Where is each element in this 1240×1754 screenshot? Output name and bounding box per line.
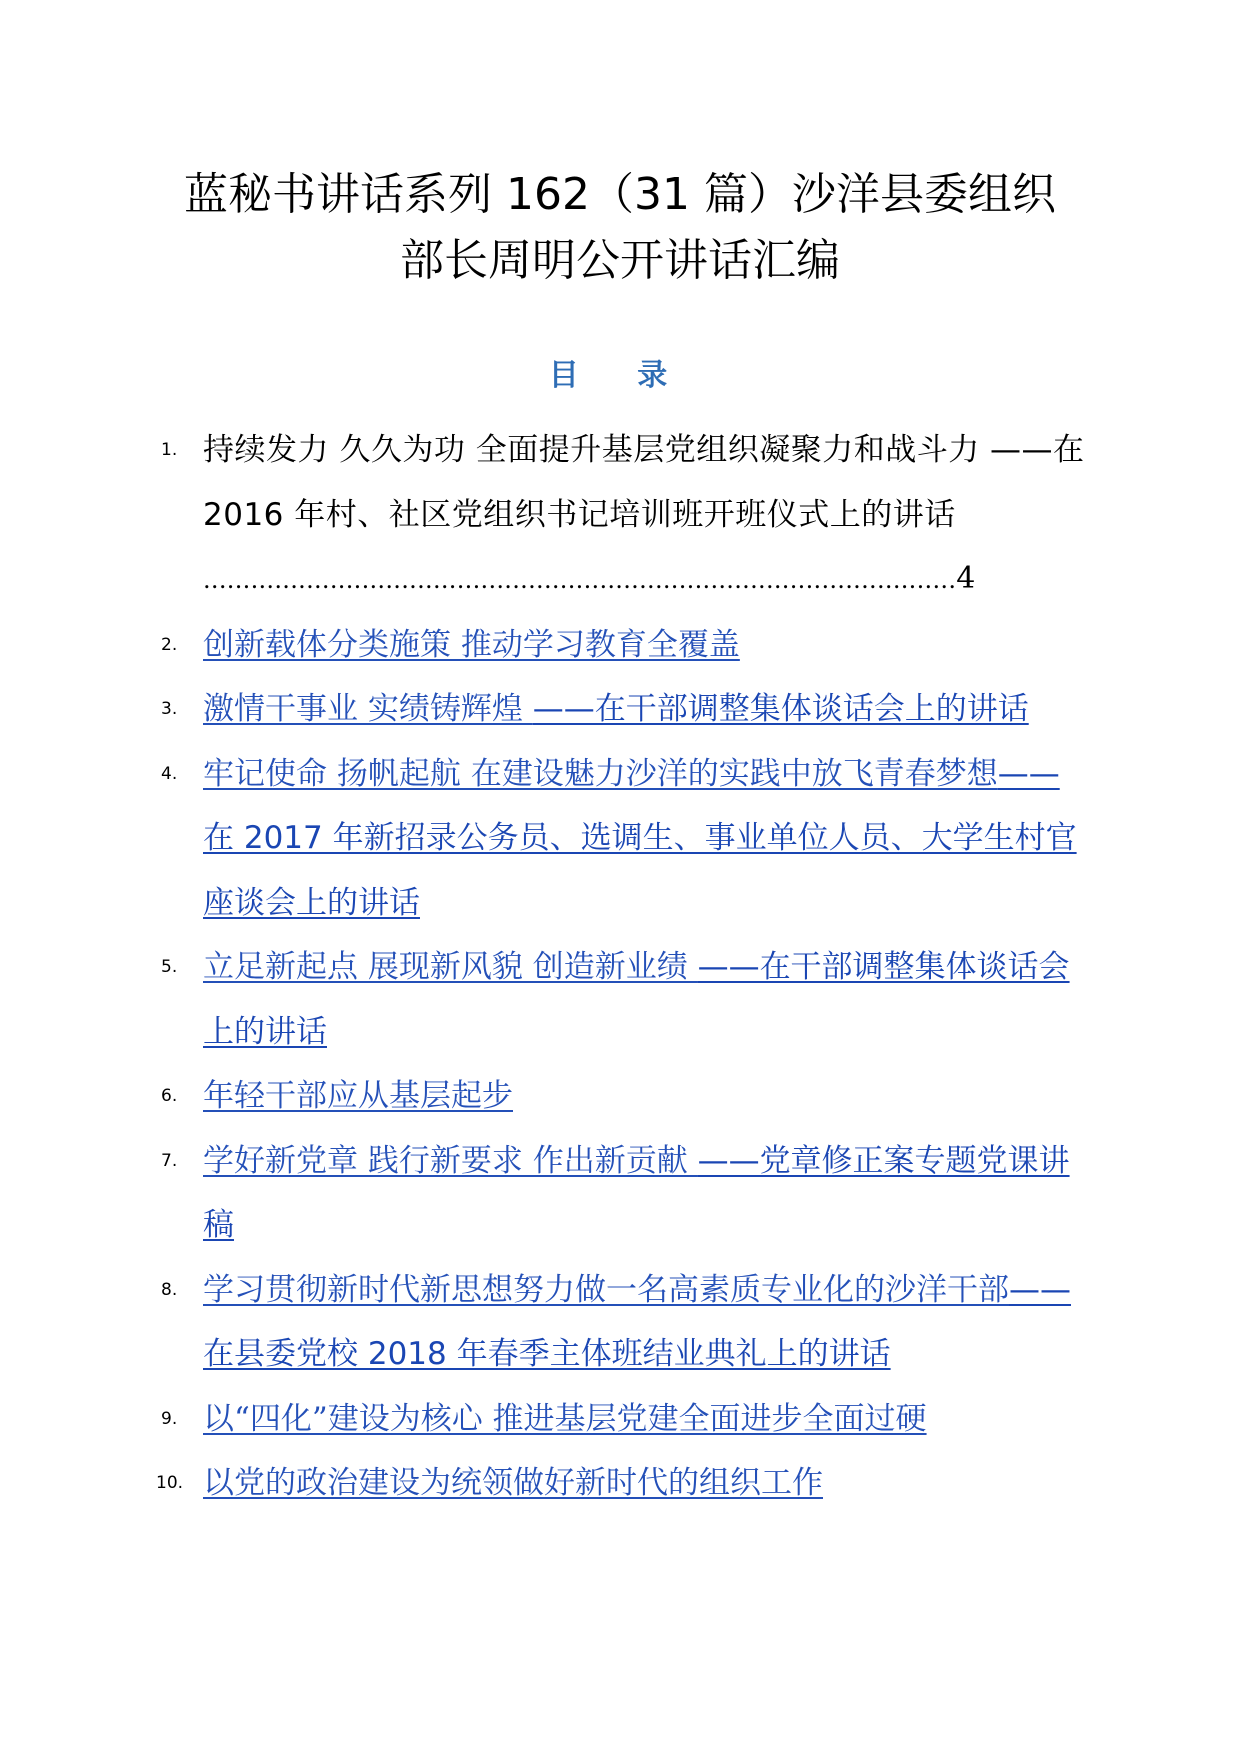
- toc-item-link-title[interactable]: 年轻干部应从基层起步: [203, 1078, 513, 1114]
- toc-item-link-subtitle[interactable]: ——在 2017 年新招录公务员、选调生、事业单位人员、大学生村官座谈会上的讲话: [203, 755, 1077, 921]
- document-title: [120, 162, 1120, 294]
- toc-item-link-subtitle[interactable]: ——在干部调整集体谈话会上的讲话: [203, 949, 1070, 1050]
- toc-item-number: 7.: [161, 1150, 178, 1171]
- toc-item-link-title[interactable]: 学习贯彻新时代新思想努力做一名高素质专业化的沙洋干部: [203, 1271, 1009, 1308]
- toc-item-10[interactable]: [0, 1451, 1089, 1516]
- toc-item-number: 8.: [161, 1279, 178, 1300]
- toc-item-number: 6.: [161, 1086, 178, 1106]
- toc-item-link-subtitle[interactable]: ——在干部调整集体谈话会上的讲话: [532, 691, 1029, 727]
- toc-item-link-title[interactable]: 以党的政治建设为统领做好新时代的组织工作: [203, 1465, 823, 1501]
- toc-item-number: 5.: [161, 957, 178, 977]
- toc-item-link-title[interactable]: 牢记使命 扬帆起航 在建设魅力沙洋的实践中放飞青春梦想: [203, 755, 998, 792]
- toc-item-title: 持续发力 久久为功 全面提升基层党组织凝聚力和战斗力 ——在 2016 年村、社区党组织书记培训班开班仪式上的讲话: [203, 432, 1085, 533]
- toc-item-link-subtitle[interactable]: ——在县委党校 2018 年春季主体班结业典礼上的讲话: [203, 1271, 1071, 1372]
- toc-item-link-title[interactable]: 创新载体分类施策 推动学习教育全覆盖: [203, 626, 740, 663]
- toc-item-1[interactable]: [0, 418, 1089, 613]
- toc-item-link-title[interactable]: 立足新起点 展现新风貌 创造新业绩: [203, 949, 698, 985]
- toc-item-link-title[interactable]: 激情干事业 实绩铸辉煌: [203, 691, 533, 727]
- toc-item-2[interactable]: [0, 613, 1089, 678]
- toc-leader-line: [203, 547, 1019, 613]
- toc-item-5[interactable]: [0, 935, 1089, 1064]
- toc-item-3[interactable]: [0, 677, 1089, 742]
- toc-leader-dots: ...............................................................................................: [203, 566, 957, 594]
- toc-heading: 目 录: [548, 358, 692, 393]
- toc-item-number: 10.: [156, 1473, 184, 1493]
- toc-item-4[interactable]: [0, 742, 1089, 936]
- toc-item-link-title[interactable]: 学好新党章 践行新要求 作出新贡献: [203, 1142, 698, 1179]
- toc-item-link-title[interactable]: 以“四化”建设为核心 推进基层党建全面进步全面过硬: [203, 1400, 927, 1437]
- toc-item-6[interactable]: [0, 1064, 1089, 1129]
- toc-item-8[interactable]: [0, 1258, 1089, 1387]
- table-of-contents: [0, 418, 1240, 1516]
- toc-item-number: 2.: [161, 634, 178, 655]
- toc-item-number: 1.: [161, 440, 178, 460]
- toc-item-7[interactable]: [0, 1129, 1089, 1258]
- toc-page-number: 4: [956, 561, 976, 596]
- toc-item-9[interactable]: [0, 1387, 1089, 1452]
- toc-item-link-subtitle[interactable]: ——党章修正案专题党课讲稿: [203, 1142, 1070, 1243]
- toc-item-number: 4.: [161, 763, 178, 784]
- document-title-line-2: 部长周明公开讲话汇编: [400, 235, 840, 286]
- toc-item-number: 9.: [161, 1408, 178, 1429]
- document-title-line-1: 蓝秘书讲话系列 162（31 篇）沙洋县委组织: [184, 169, 1056, 220]
- toc-item-number: 3.: [161, 699, 178, 719]
